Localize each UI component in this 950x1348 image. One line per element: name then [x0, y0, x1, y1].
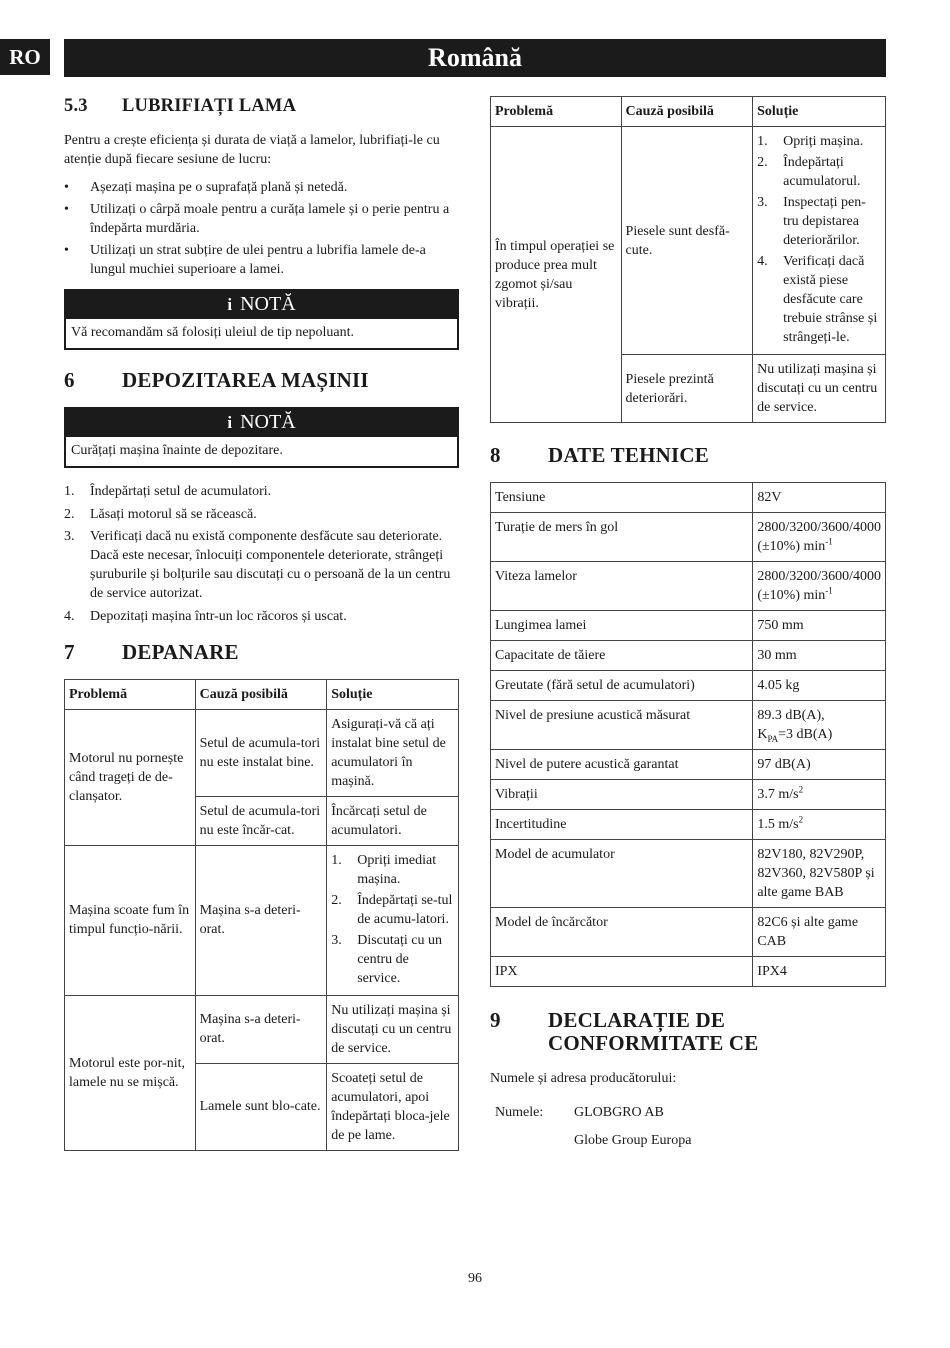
section-number: 7 — [64, 639, 75, 664]
table-row — [491, 750, 886, 780]
list-item: 3. Inspectați pen-tru depistarea deteriorărilor. — [757, 195, 866, 248]
list-item: 1. Îndepărtați setul de acumulatori. — [64, 484, 272, 499]
spec-label: Nivel de putere acustică garantat — [491, 750, 753, 780]
note-box — [64, 407, 459, 468]
note-text: Vă recomandăm să folosiți uleiul de tip nepoluant. — [71, 325, 355, 340]
table-cell: În timpul operației se produce prea mult zgomot și/sau vibrații. — [491, 127, 622, 423]
name-label: Numele: — [495, 1105, 544, 1120]
table-row — [491, 957, 886, 987]
spec-label: Capacitate de tăiere — [491, 641, 753, 671]
list-item: 4. Verificați dacă există piese desfăcute care trebuie strânse și strângeți-le. — [757, 254, 878, 345]
solution-steps — [331, 851, 454, 988]
spec-value: 97 dB(A) — [753, 750, 886, 780]
table-header-cell: Cauză posibilă — [195, 679, 327, 709]
section-5-3-heading — [64, 96, 459, 117]
spec-value: 82V — [753, 483, 886, 513]
info-icon: i — [227, 413, 233, 432]
spec-label: Incertitudine — [491, 810, 753, 840]
spec-label: Model de acumulator — [491, 840, 753, 908]
spec-value: 750 mm — [753, 611, 886, 641]
table-cell: Motorul este por-nit, lamele nu se mișcă. — [65, 995, 196, 1150]
table-cell: Mașina s-a deteri-orat. — [195, 845, 327, 995]
table-row — [491, 611, 886, 641]
page-title: Română — [64, 39, 886, 77]
spec-label: Lungimea lamei — [491, 611, 753, 641]
table-header-row — [65, 679, 459, 709]
troubleshooting-table — [64, 679, 459, 1151]
list-item: • Utilizați un strat subțire de ulei pentru a lubrifia lamele de-a lungul muchiei superioare a lamei. — [64, 241, 459, 279]
note-header — [66, 291, 457, 319]
table-cell — [753, 127, 886, 355]
table-cell: Piesele sunt desfă-cute. — [621, 127, 753, 355]
section-number: 6 — [64, 368, 75, 392]
spec-label: Greutate (fără setul de acumulatori) — [491, 671, 753, 701]
technical-data-table — [490, 482, 886, 987]
spec-label: Turație de mers în gol — [491, 513, 753, 562]
section-6-heading — [64, 368, 459, 393]
table-cell: Asigurați-vă că ați instalat bine setul de acumulatori în mașină. — [327, 709, 459, 796]
manufacturer-intro: Numele și adresa producătorului: — [490, 1071, 677, 1086]
section-6-steps — [64, 482, 459, 626]
list-item: 2. Îndepărtați se-tul de acumu-latori. — [331, 892, 453, 927]
spec-value: 2800/3200/3600/4000 (±10%) $\min^{-1}$ — [753, 513, 886, 562]
section-title: DEPOZITAREA MAȘINII — [122, 368, 369, 392]
table-header-cell: Problemă — [65, 679, 196, 709]
list-item: 3. Verificați dacă nu există componente desfăcute sau deteriorate. Dacă este necesar, înlocuiți componentele deteriorate, strângeți șuruburile și bolțurile sau discutați cu o persoană de la un centru de service autorizat. — [64, 529, 451, 601]
table-row — [491, 127, 886, 355]
spec-value: 82V180, 82V290P, 82V360, 82V580P și alte game BAB — [753, 840, 886, 908]
table-cell: Nu utilizați mașina și discutați cu un centru de service. — [753, 355, 886, 423]
spec-value: 1.5 $m/s^2$ — [753, 810, 886, 840]
spec-label: Nivel de presiune acustică măsurat — [491, 701, 753, 750]
table-row — [65, 845, 459, 995]
table-row — [491, 562, 886, 611]
section-title: DATE TEHNICE — [548, 443, 709, 467]
table-row — [491, 810, 886, 840]
list-item: 1. Opriți mașina. — [757, 134, 864, 149]
spec-value: IPX4 — [753, 957, 886, 987]
table-row — [491, 908, 886, 957]
list-item: 3. Discutați cu un centru de service. — [331, 932, 442, 986]
table-row — [491, 780, 886, 810]
table-cell: Setul de acumula-tori nu este încăr-cat. — [195, 796, 327, 845]
list-item: 1. Opriți imediat mașina. — [331, 852, 437, 887]
table-header-row — [491, 97, 886, 127]
section-title: DECLARAȚIE DE CONFORMITATE CE — [548, 1008, 759, 1055]
table-cell: Mașina scoate fum în timpul funcțio-nării. — [65, 845, 196, 995]
note-label: NOTĂ — [240, 293, 296, 315]
section-title: DEPANARE — [122, 639, 239, 664]
info-icon: i — [227, 295, 233, 314]
spec-value: 82C6 și alte game CAB — [753, 908, 886, 957]
table-row — [491, 641, 886, 671]
table-row — [491, 671, 886, 701]
table-header-cell: Soluție — [327, 679, 459, 709]
list-item: • Utilizați o cârpă moale pentru a curăța lamele și o perie pentru a îndepărta murdăria. — [64, 200, 459, 238]
section-8-heading — [490, 443, 886, 468]
section-7-heading — [64, 640, 459, 665]
table-row — [491, 513, 886, 562]
spec-label: IPX — [491, 957, 753, 987]
note-label: NOTĂ — [240, 411, 296, 433]
list-item: 4. Depozitați mașina într-un loc răcoros și uscat. — [64, 608, 347, 624]
table-cell: Încărcați setul de acumulatori. — [327, 796, 459, 845]
spec-value: 4.05 kg — [753, 671, 886, 701]
spec-label: Model de încărcător — [491, 908, 753, 957]
section-number: 5.3 — [64, 96, 88, 116]
section-number: 9 — [490, 1008, 501, 1032]
section-number: 8 — [490, 443, 501, 467]
troubleshooting-table-continued — [490, 96, 886, 423]
section-5-3-bullets — [64, 178, 459, 279]
note-header — [66, 409, 457, 437]
right-column — [490, 96, 886, 1151]
list-item: 2. Îndepărtați acumulatorul. — [757, 155, 861, 189]
table-header-cell: Soluție — [753, 97, 886, 127]
list-item: 2. Lăsați motorul să se răcească. — [64, 506, 257, 522]
note-text: Curățați mașina înainte de depozitare. — [71, 443, 283, 458]
table-row — [491, 483, 886, 513]
section-title: LUBRIFIAȚI LAMA — [122, 96, 297, 116]
technical-data-body — [491, 483, 886, 987]
table-cell: Lamele sunt blo-cate. — [195, 1063, 327, 1150]
table-cell: Scoateți setul de acumulatori, apoi îndepărtați bloca-jele de pe lame. — [327, 1063, 459, 1150]
section-9-heading — [490, 1009, 886, 1055]
spec-label: Vibrații — [491, 780, 753, 810]
spec-value: 3.7 $m/s^2$ — [753, 780, 886, 810]
spec-value: 30 mm — [753, 641, 886, 671]
table-cell — [327, 845, 459, 995]
table-cell: Mașina s-a deteri-orat. — [195, 995, 327, 1063]
note-box — [64, 289, 459, 350]
left-column — [64, 96, 459, 1151]
spec-value: 89.3 dB(A), $K_{PA}=3$ dB(A) — [753, 701, 886, 750]
table-cell: Motorul nu pornește când trageți de de-clanșator. — [65, 709, 196, 845]
spec-label: Tensiune — [491, 483, 753, 513]
spec-label: Viteza lamelor — [491, 562, 753, 611]
table-row — [65, 995, 459, 1063]
language-code-badge: RO — [0, 39, 50, 75]
table-cell: Setul de acumula-tori nu este instalat bine. — [195, 709, 327, 796]
list-item: • Așezați mașina pe o suprafață plană și netedă. — [64, 178, 459, 197]
name-value: GLOBGRO AB — [574, 1105, 664, 1120]
table-cell: Nu utilizați mașina și discutați cu un centru de service. — [327, 995, 459, 1063]
solution-steps — [757, 132, 881, 347]
table-row — [491, 701, 886, 750]
section-5-3-intro: Pentru a crește eficiența și durata de viață a lamelor, lubrifiați-le cu atenție după fiecare sesiune de lucru: — [64, 133, 440, 167]
table-cell: Piesele prezintă deteriorări. — [621, 355, 753, 423]
name-value-2: Globe Group Europa — [574, 1133, 692, 1148]
table-header-cell: Cauză posibilă — [621, 97, 753, 127]
page-number: 96 — [468, 1271, 482, 1286]
spec-value: 2800/3200/3600/4000 (±10%) $\min^{-1}$ — [753, 562, 886, 611]
table-header-cell: Problemă — [491, 97, 622, 127]
table-row — [491, 840, 886, 908]
table-row — [65, 709, 459, 796]
manufacturer-block — [490, 1103, 886, 1151]
